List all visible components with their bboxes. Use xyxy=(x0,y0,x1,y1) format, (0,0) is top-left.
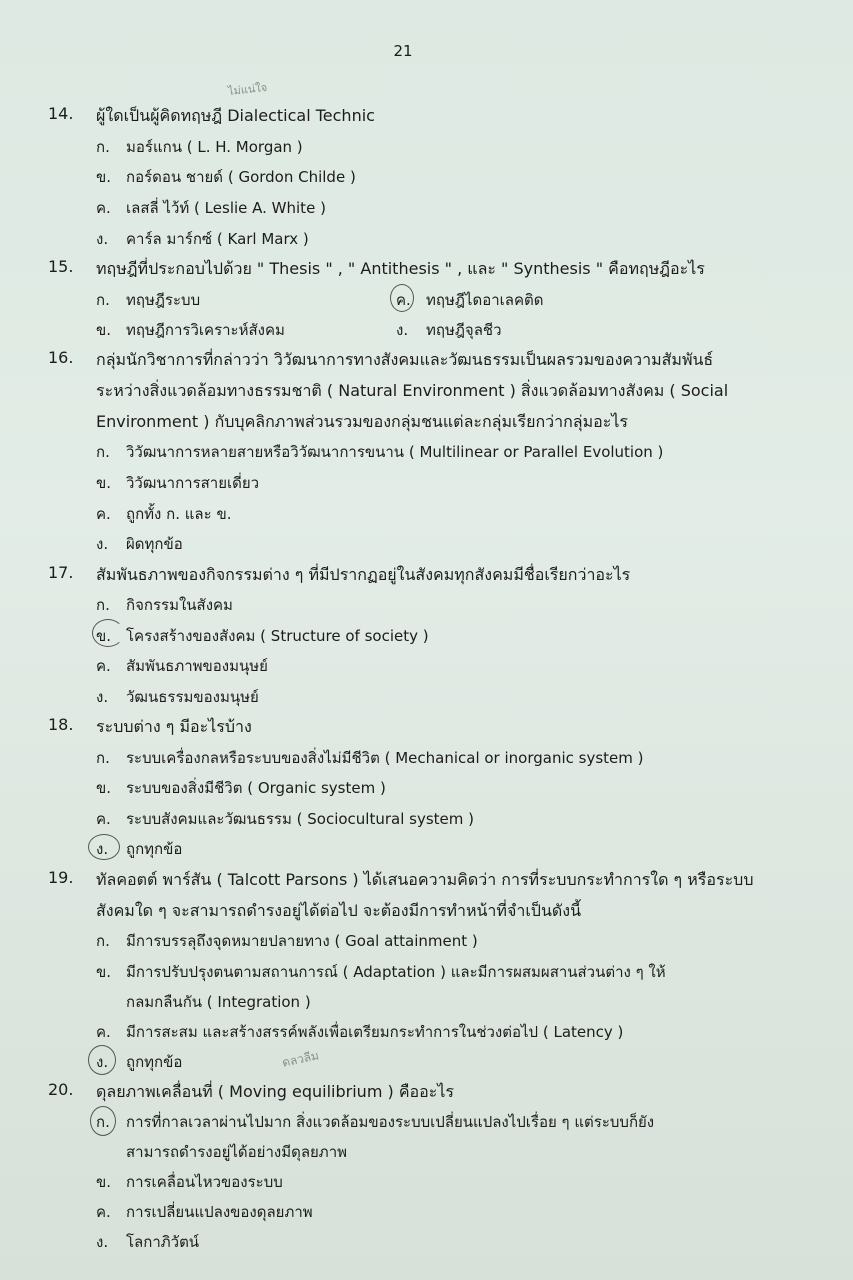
option-label: ง. xyxy=(96,1053,109,1071)
handwritten-note: ดลวลีม xyxy=(280,1048,321,1070)
option-text: โลกาภิวัตน์ xyxy=(126,1233,200,1251)
answer-circle-mark xyxy=(90,1106,116,1136)
option-text: ระบบสังคมและวัฒนธรรม ( Sociocultural system ) xyxy=(126,810,474,828)
option-b[interactable] xyxy=(96,1170,283,1194)
option-text: การเคลื่อนไหวของระบบ xyxy=(126,1173,283,1191)
question-text: ทฤษฎีที่ประกอบไปด้วย " Thesis " , " Antithesis " , และ " Synthesis " คือทฤษฎีอะไร xyxy=(96,259,705,278)
option-c[interactable] xyxy=(96,502,231,526)
question-text: สัมพันธภาพของกิจกรรมต่าง ๆ ที่มีปรากฏอยู่ในสังคมทุกสังคมมีชื่อเรียกว่าอะไร xyxy=(96,565,631,584)
question-text: ผู้ใดเป็นผู้คิดทฤษฎี Dialectical Technic xyxy=(96,106,375,125)
option-d[interactable] xyxy=(96,1230,199,1254)
option-label: ง. xyxy=(96,840,109,858)
option-label: ง. xyxy=(396,321,409,339)
option-b[interactable] xyxy=(96,624,429,648)
option-a[interactable] xyxy=(96,440,663,464)
answer-circle-mark xyxy=(92,619,124,647)
question-number: 19. xyxy=(48,868,74,887)
answer-circle-mark xyxy=(88,834,120,860)
option-b[interactable] xyxy=(96,776,386,800)
option-text: การที่กาลเวลาผ่านไปมาก สิ่งแวดล้อมของระบบเปลี่ยนแปลงไปเรื่อย ๆ แต่ระบบก็ยัง xyxy=(126,1113,655,1131)
page-number: 21 xyxy=(393,42,413,60)
answer-circle-mark xyxy=(88,1045,116,1075)
question-number: 16. xyxy=(48,348,74,367)
option-a[interactable] xyxy=(96,929,478,953)
option-label: ข. xyxy=(96,1173,112,1191)
option-c[interactable] xyxy=(96,1020,623,1044)
option-text: กิจกรรมในสังคม xyxy=(126,596,233,614)
option-a[interactable] xyxy=(96,746,644,770)
handwritten-note-top: ไม่แน่ใจ xyxy=(227,80,268,99)
option-a[interactable] xyxy=(96,135,303,159)
option-text: ทฤษฎีการวิเคราะห์สังคม xyxy=(126,321,285,339)
option-d[interactable] xyxy=(96,227,309,251)
option-label: ข. xyxy=(96,321,112,339)
option-text: มีการปรับปรุงตนตามสถานการณ์ ( Adaptation ) และมีการผสมผสานส่วนต่าง ๆ ให้ xyxy=(126,963,666,981)
option-text: ทฤษฎีจุลชีว xyxy=(426,321,502,339)
answer-circle-mark xyxy=(390,284,414,312)
option-text: การเปลี่ยนแปลงของดุลยภาพ xyxy=(126,1203,313,1221)
option-text: ระบบเครื่องกลหรือระบบของสิ่งไม่มีชีวิต ( Mechanical or inorganic system ) xyxy=(126,749,644,767)
option-text: วิวัฒนาการหลายสายหรือวิวัฒนาการขนาน ( Multilinear or Parallel Evolution ) xyxy=(126,443,664,461)
option-label: ก. xyxy=(96,1113,110,1131)
option-label: ค. xyxy=(96,505,111,523)
option-text: วัฒนธรรมของมนุษย์ xyxy=(126,688,259,706)
option-text: มีการสะสม และสร้างสรรค์พลังเพื่อเตรียมกระทำการในช่วงต่อไป ( Latency ) xyxy=(126,1023,624,1041)
option-label: ก. xyxy=(96,932,110,950)
option-a[interactable] xyxy=(96,593,233,617)
option-b[interactable] xyxy=(96,471,259,495)
option-text: เลสลี่ ไว้ท์ ( Leslie A. White ) xyxy=(126,199,326,217)
option-label: ง. xyxy=(96,1233,109,1251)
option-c[interactable] xyxy=(96,654,268,678)
option-label: ค. xyxy=(96,1203,111,1221)
option-label: ก. xyxy=(96,291,110,309)
option-text: ทฤษฎีระบบ xyxy=(126,291,201,309)
option-text: กอร์ดอน ชายด์ ( Gordon Childe ) xyxy=(126,168,356,186)
option-label: ข. xyxy=(96,168,112,186)
option-c[interactable] xyxy=(396,288,543,312)
option-text: วิวัฒนาการสายเดี่ยว xyxy=(126,474,260,492)
question-text-line: ระหว่างสิ่งแวดล้อมทางธรรมชาติ ( Natural Environment ) สิ่งแวดล้อมทางสังคม ( Social xyxy=(96,381,729,400)
question-text-line: กลุ่มนักวิชาการที่กล่าวว่า วิวัฒนาการทางสังคมและวัฒนธรรมเป็นผลรวมของความสัมพันธ์ xyxy=(96,350,714,369)
option-c[interactable] xyxy=(96,1200,313,1224)
question-text: ดุลยภาพเคลื่อนที่ ( Moving equilibrium ) คืออะไร xyxy=(96,1082,454,1101)
option-label: ค. xyxy=(96,657,111,675)
option-d[interactable] xyxy=(96,532,183,556)
question-number: 15. xyxy=(48,257,74,276)
option-text: ผิดทุกข้อ xyxy=(126,535,183,553)
question-text-line: Environment ) กับบุคลิกภาพส่วนรวมของกลุ่มชนแต่ละกลุ่มเรียกว่ากลุ่มอะไร xyxy=(96,412,628,431)
option-b-continuation: กลมกลืนกัน ( Integration ) xyxy=(126,993,311,1011)
option-label: ก. xyxy=(96,596,110,614)
option-text: มีการบรรลุถึงจุดหมายปลายทาง ( Goal attainment ) xyxy=(126,932,478,950)
option-label: ง. xyxy=(96,230,109,248)
option-c[interactable] xyxy=(96,196,326,220)
option-label: ก. xyxy=(96,443,110,461)
option-label: ข. xyxy=(96,963,112,981)
option-label: ข. xyxy=(96,474,112,492)
option-label: ข. xyxy=(96,779,112,797)
question-text: ระบบต่าง ๆ มีอะไรบ้าง xyxy=(96,717,252,736)
question-number: 20. xyxy=(48,1080,74,1099)
option-label: ง. xyxy=(96,688,109,706)
option-text: ถูกทุกข้อ xyxy=(126,1053,183,1071)
question-number: 14. xyxy=(48,104,74,123)
option-a-continuation: สามารถดำรงอยู่ได้อย่างมีดุลยภาพ xyxy=(126,1143,348,1161)
option-label: ค. xyxy=(96,1023,111,1041)
question-number: 17. xyxy=(48,563,74,582)
option-a[interactable] xyxy=(96,1110,654,1134)
option-text: มอร์แกน ( L. H. Morgan ) xyxy=(126,138,303,156)
question-text-line: สังคมใด ๆ จะสามารถดำรงอยู่ได้ต่อไป จะต้องมีการทำหน้าที่จำเป็นดังนี้ xyxy=(96,901,582,920)
option-text: โครงสร้างของสังคม ( Structure of society ) xyxy=(126,627,429,645)
option-text: ถูกทั้ง ก. และ ข. xyxy=(126,505,232,523)
option-label: ค. xyxy=(96,810,111,828)
option-label: ก. xyxy=(96,749,110,767)
question-number: 18. xyxy=(48,715,74,734)
option-label: ง. xyxy=(96,535,109,553)
option-text: ระบบของสิ่งมีชีวิต ( Organic system ) xyxy=(126,779,386,797)
option-label: ข. xyxy=(96,627,112,645)
option-c[interactable] xyxy=(96,807,474,831)
option-text: สัมพันธภาพของมนุษย์ xyxy=(126,657,268,675)
question-text-line: ทัลคอตต์ พาร์สัน ( Talcott Parsons ) ได้เสนอความคิดว่า การที่ระบบกระทำการใด ๆ หรือระบบ xyxy=(96,870,754,889)
option-b[interactable] xyxy=(96,165,356,189)
option-b[interactable] xyxy=(96,960,666,984)
option-label: ค. xyxy=(396,291,411,309)
option-text: ทฤษฎีไดอาเลคติด xyxy=(426,291,544,309)
option-label: ค. xyxy=(96,199,111,217)
option-d[interactable] xyxy=(96,685,259,709)
option-label: ก. xyxy=(96,138,110,156)
option-d[interactable] xyxy=(396,318,502,342)
option-text: คาร์ล มาร์กซ์ ( Karl Marx ) xyxy=(126,230,309,248)
option-text: ถูกทุกข้อ xyxy=(126,840,183,858)
option-a[interactable] xyxy=(96,288,200,312)
option-b[interactable] xyxy=(96,318,285,342)
